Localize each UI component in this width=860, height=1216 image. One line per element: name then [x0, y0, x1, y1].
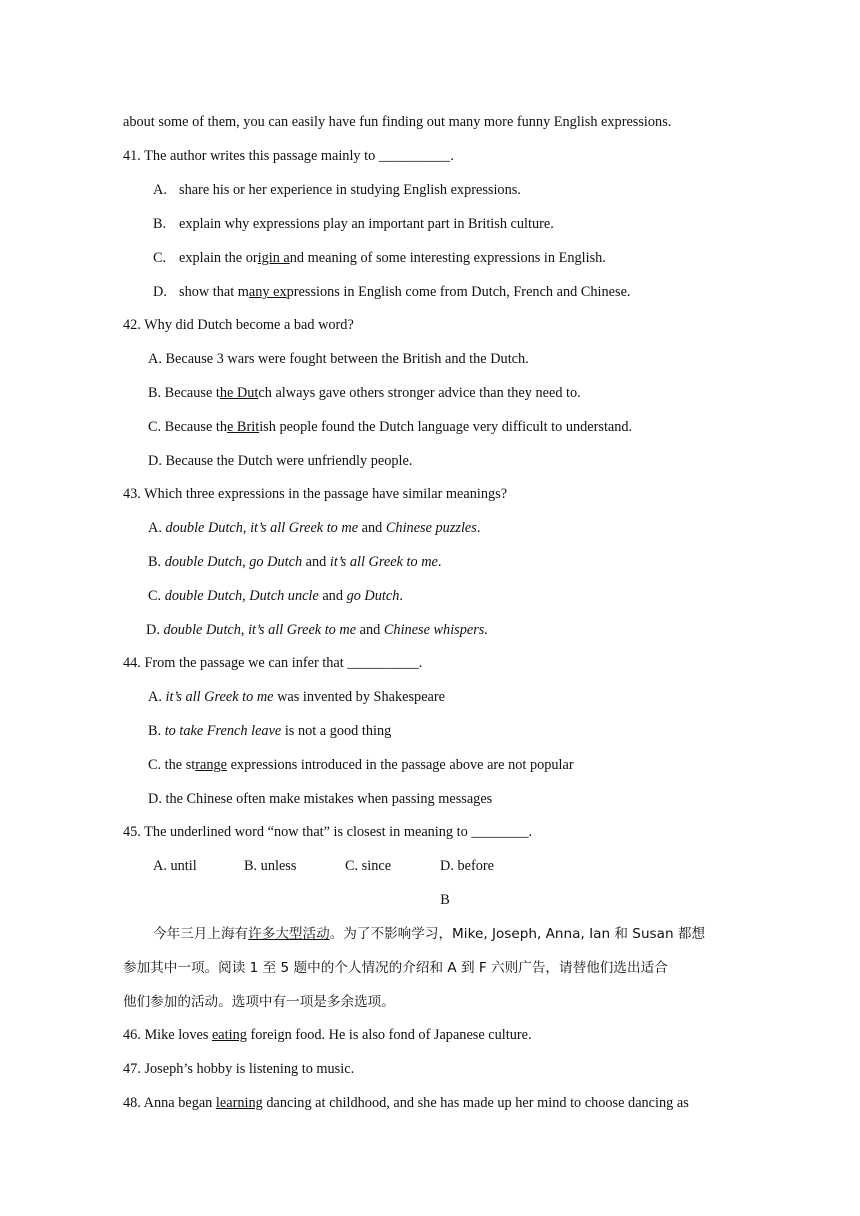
q41-option-c: C. explain the origin and meaning of some interesting expressions in English. [153, 250, 606, 266]
instructions-line-3: 他们参加的活动。选项中有一项是多余选项。 [123, 994, 395, 1010]
question-45-stem: 45. The underlined word “now that” is closest in meaning to ________. [123, 824, 533, 840]
question-48: 48. Anna began learning dancing at childhood, and she has made up her mind to choose dancing as [123, 1095, 689, 1111]
question-42-stem: 42. Why did Dutch become a bad word? [123, 317, 354, 333]
question-44-stem: 44. From the passage we can infer that __________. [123, 655, 423, 671]
passage-closing-line: about some of them, you can easily have fun finding out many more funny English expressions. [123, 114, 672, 130]
q43-option-c: C. double Dutch, Dutch uncle and go Dutch. [148, 588, 403, 604]
q44-option-c: C. the strange expressions introduced in the passage above are not popular [148, 757, 574, 773]
question-43-stem: 43. Which three expressions in the passage have similar meanings? [123, 486, 508, 502]
q45-option-a: A. until [153, 858, 197, 874]
question-47: 47. Joseph’s hobby is listening to music. [123, 1061, 355, 1077]
instructions-line-2: 参加其中一项。阅读 1 至 5 题中的个人情况的介绍和 A 到 F 六则广告，请替他们选出适合 [123, 960, 668, 976]
q42-option-c: C. Because the British people found the Dutch language very difficult to understand. [148, 419, 633, 435]
q45-option-b: B. unless [244, 858, 297, 874]
instructions-line-1: 今年三月上海有许多大型活动。为了不影响学习，Mike, Joseph, Anna, Ian 和 Susan 都想 [153, 926, 706, 942]
q44-option-a: A. it’s all Greek to me was invented by Shakespeare [148, 689, 446, 705]
section-b-heading: B [440, 892, 450, 908]
question-46: 46. Mike loves eating foreign food. He is also fond of Japanese culture. [123, 1027, 532, 1043]
q42-option-b: B. Because the Dutch always gave others stronger advice than they need to. [148, 385, 581, 401]
q42-option-d: D. Because the Dutch were unfriendly people. [148, 453, 413, 469]
q43-option-d: D. double Dutch, it’s all Greek to me and Chinese whispers. [146, 622, 488, 638]
q44-option-b: B. to take French leave is not a good thing [148, 723, 392, 739]
q43-option-b: B. double Dutch, go Dutch and it’s all Greek to me. [148, 554, 442, 570]
q45-option-c: C. since [345, 858, 392, 874]
q41-option-b: B. explain why expressions play an important part in British culture. [153, 216, 554, 232]
question-41-stem: 41. The author writes this passage mainly to __________. [123, 148, 454, 164]
q41-option-d: D. show that many expressions in English come from Dutch, French and Chinese. [153, 284, 631, 300]
q41-option-a: A. share his or her experience in studying English expressions. [153, 182, 521, 198]
q44-option-d: D. the Chinese often make mistakes when passing messages [148, 791, 493, 807]
q43-option-a: A. double Dutch, it’s all Greek to me and Chinese puzzles. [148, 520, 481, 536]
q42-option-a: A. Because 3 wars were fought between the British and the Dutch. [148, 351, 529, 367]
q45-option-d: D. before [440, 858, 494, 874]
